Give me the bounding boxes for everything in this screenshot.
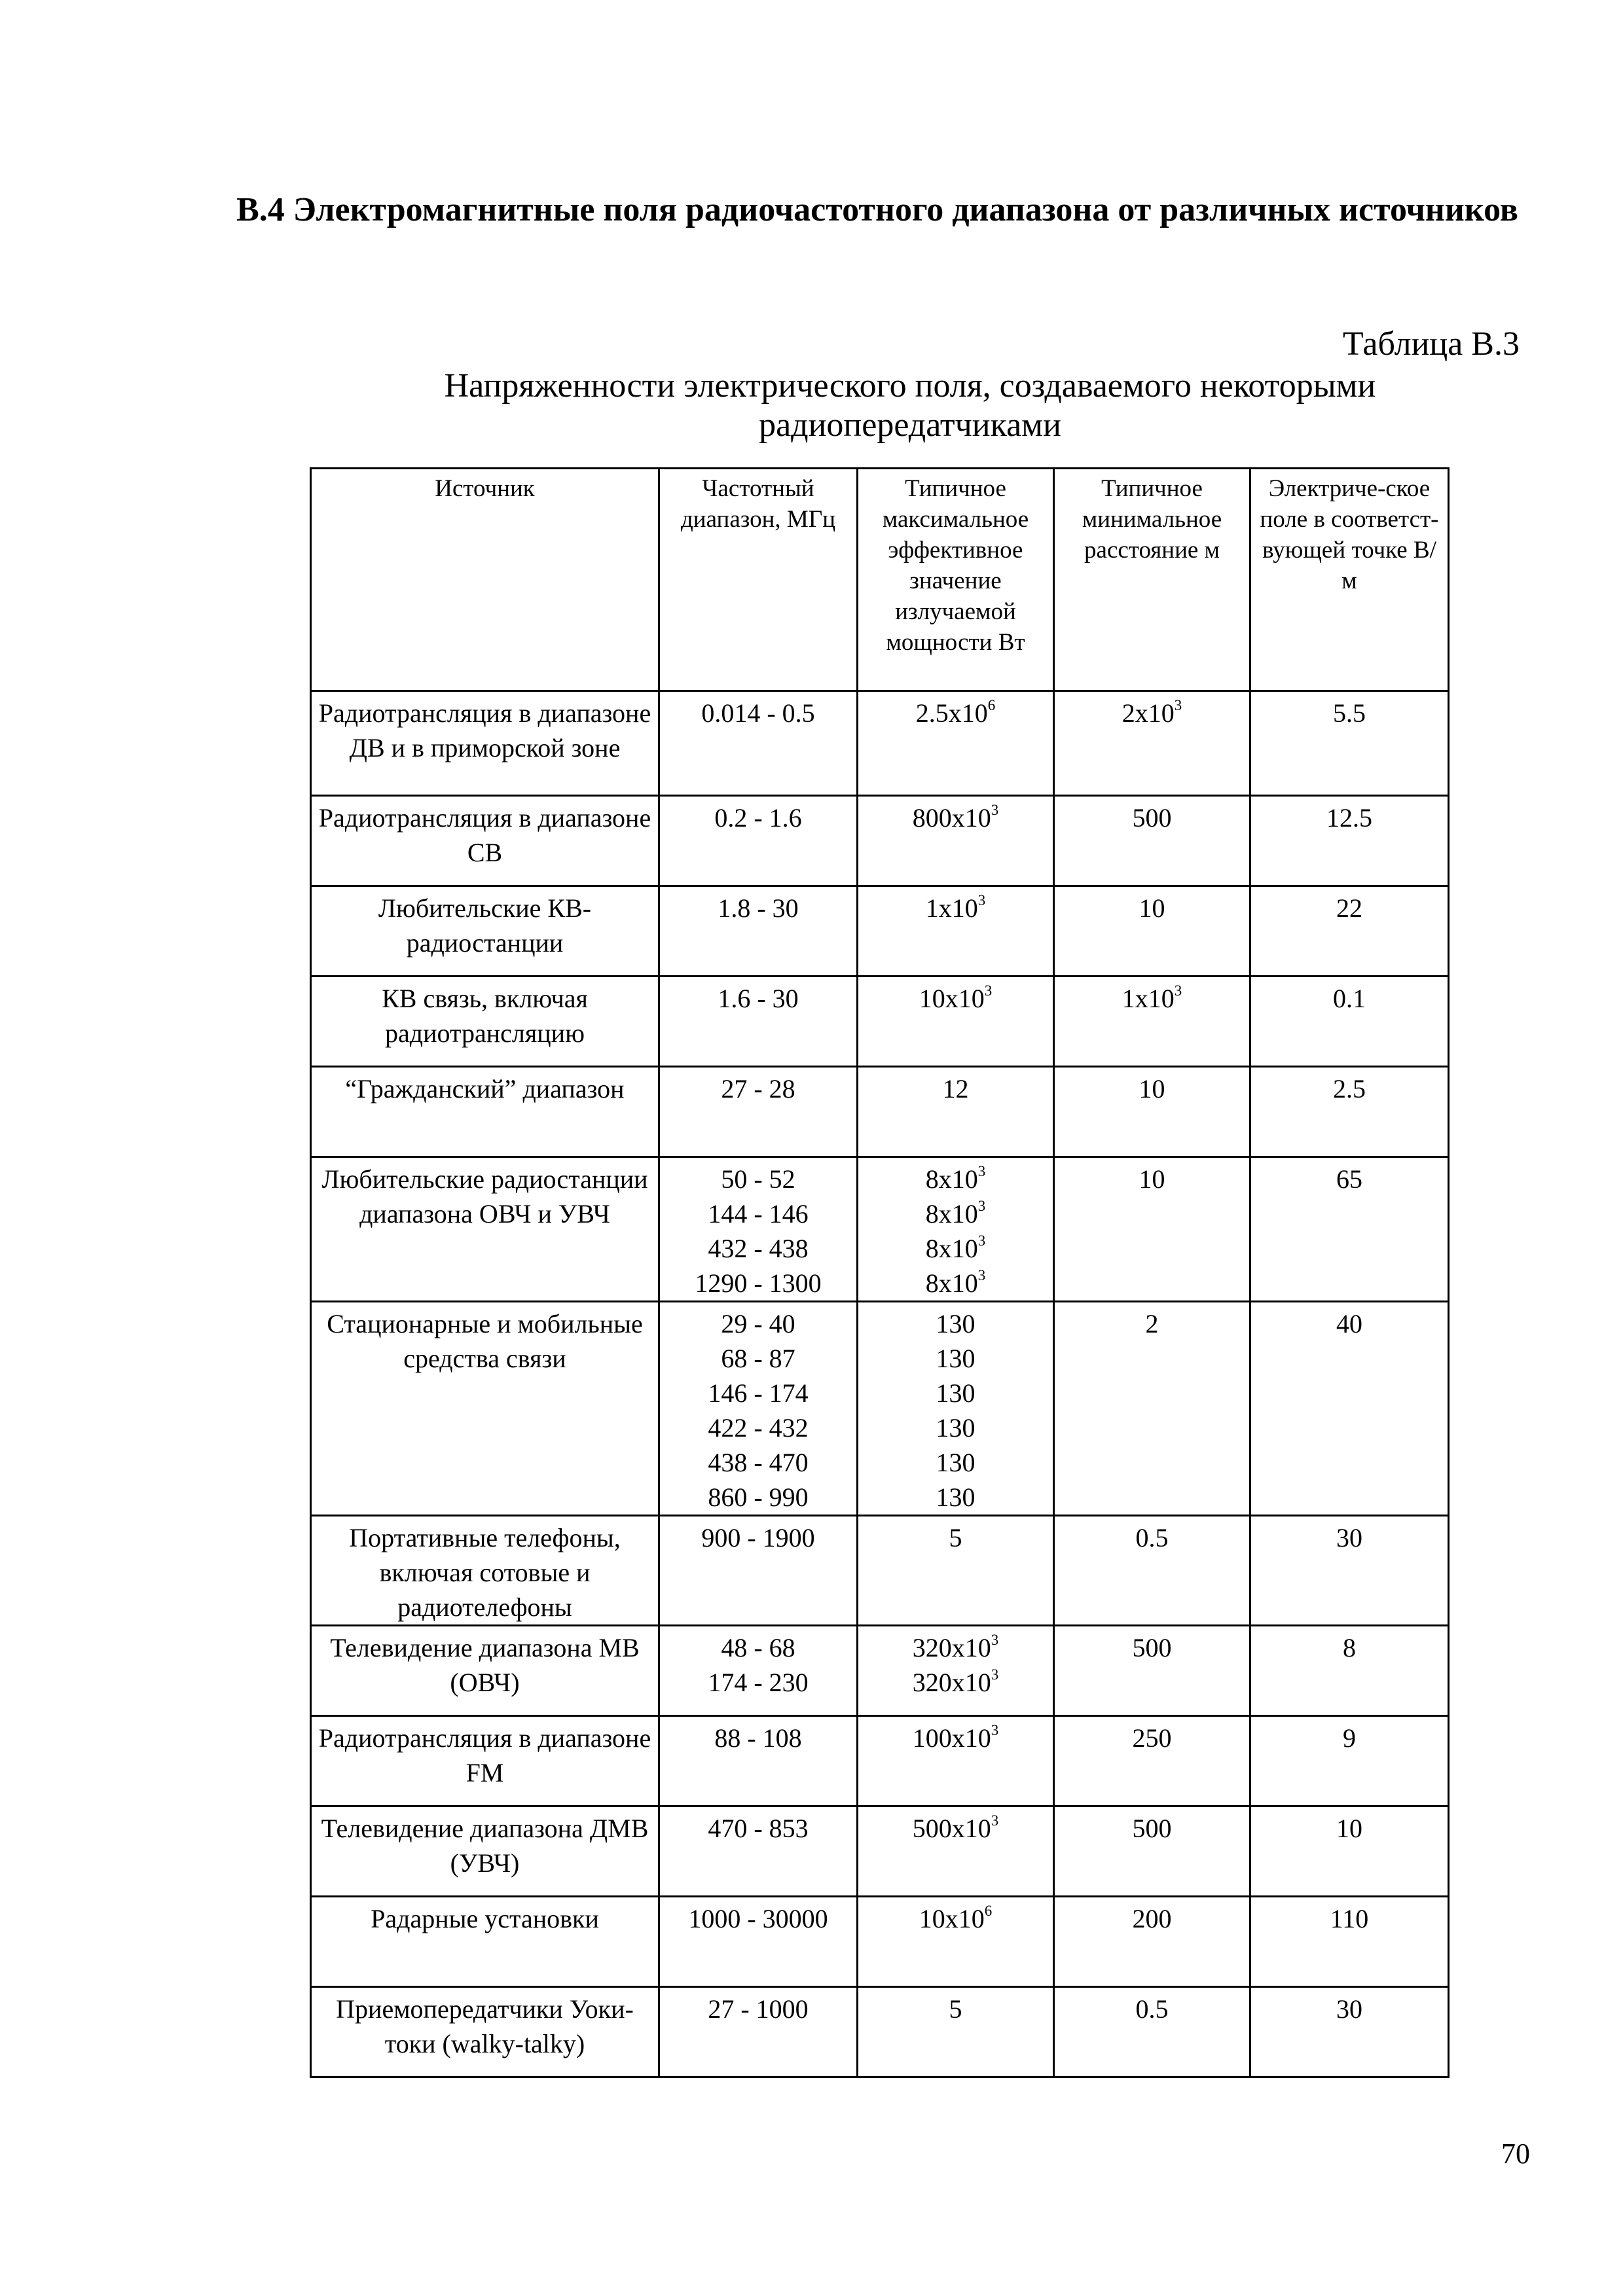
table-row xyxy=(311,1067,1449,1157)
cell-source: Любительские радиостанции диапазона ОВЧ и УВЧ xyxy=(311,1157,659,1302)
cell-frequency xyxy=(659,977,858,1067)
cell-frequency-value: 146 - 174 xyxy=(708,1378,809,1408)
header-field: Электриче-ское поле в соответст-вующей точке В/м xyxy=(1250,469,1449,691)
cell-power-value: $8x10^3$ xyxy=(925,1232,986,1263)
cell-frequency xyxy=(659,1626,858,1716)
cell-frequency xyxy=(659,1806,858,1897)
cell-distance-value: 10 xyxy=(1139,1164,1165,1194)
cell-frequency-value: 50 - 52 xyxy=(721,1164,795,1194)
section-title: В.4 Электромагнитные поля радиочастотного диапазона от различных источников xyxy=(236,191,1518,228)
cell-distance xyxy=(1054,886,1250,977)
cell-frequency-value: 900 - 1900 xyxy=(701,1523,815,1552)
cell-field: 30 xyxy=(1250,1516,1449,1626)
cell-frequency-value: 422 - 432 xyxy=(708,1413,809,1443)
cell-distance-value: 200 xyxy=(1132,1904,1172,1933)
table-number: Таблица В.3 xyxy=(1342,325,1520,363)
exponent: 3 xyxy=(977,1266,986,1283)
cell-power-value: $2.5x10^6$ xyxy=(915,696,996,728)
cell-power-value: $800x10^3$ xyxy=(912,801,999,833)
cell-frequency-value: 860 - 990 xyxy=(708,1482,809,1512)
cell-field: 5.5 xyxy=(1250,691,1449,796)
cell-distance xyxy=(1054,977,1250,1067)
table-row xyxy=(311,1806,1449,1897)
exponent: 3 xyxy=(991,1666,999,1683)
cell-frequency-value: 438 - 470 xyxy=(708,1448,809,1477)
cell-frequency-value: 48 - 68 xyxy=(721,1633,795,1662)
exponent: 3 xyxy=(991,1721,999,1738)
cell-power-value: 12 xyxy=(942,1074,969,1103)
cell-distance-value: 500 xyxy=(1132,1814,1172,1843)
cell-power xyxy=(858,1516,1054,1626)
table-row xyxy=(311,1897,1449,1987)
exponent: 3 xyxy=(1174,982,1182,999)
cell-source: “Гражданский” диапазон xyxy=(311,1067,659,1157)
cell-field: 40 xyxy=(1250,1302,1449,1516)
exponent: 6 xyxy=(984,1902,993,1919)
cell-field: 110 xyxy=(1250,1897,1449,1987)
cell-field: 2.5 xyxy=(1250,1067,1449,1157)
table-row xyxy=(311,886,1449,977)
cell-power xyxy=(858,1302,1054,1516)
header-distance: Типичное минимальное расстояние м xyxy=(1054,469,1250,691)
table-row xyxy=(311,1157,1449,1302)
cell-power-value: 5 xyxy=(949,1523,962,1552)
cell-field: 22 xyxy=(1250,886,1449,977)
cell-distance-value: 250 xyxy=(1132,1723,1172,1753)
header-power: Типичное максимальное эффективное значение излучаемой мощности Вт xyxy=(858,469,1054,691)
cell-distance-value: 2 xyxy=(1145,1309,1159,1338)
cell-distance xyxy=(1054,1716,1250,1806)
cell-power xyxy=(858,691,1054,796)
cell-power xyxy=(858,1987,1054,2077)
cell-field: 65 xyxy=(1250,1157,1449,1302)
cell-power xyxy=(858,977,1054,1067)
table-row xyxy=(311,796,1449,886)
cell-distance xyxy=(1054,1516,1250,1626)
exponent: 3 xyxy=(977,1162,986,1179)
cell-distance xyxy=(1054,691,1250,796)
cell-frequency-value: 0.014 - 0.5 xyxy=(701,698,815,728)
exponent: 6 xyxy=(987,696,996,713)
cell-power-value: $8x10^3$ xyxy=(925,1162,986,1194)
exponent: 3 xyxy=(991,1631,999,1648)
cell-frequency-value: 88 - 108 xyxy=(714,1723,802,1753)
exponent: 3 xyxy=(991,1812,999,1829)
cell-source: Портативные телефоны, включая сотовые и радиотелефоны xyxy=(311,1516,659,1626)
exponent: 3 xyxy=(991,801,999,818)
cell-source: Телевидение диапазона МВ (ОВЧ) xyxy=(311,1626,659,1716)
cell-frequency xyxy=(659,1516,858,1626)
cell-distance xyxy=(1054,1157,1250,1302)
cell-frequency-value: 174 - 230 xyxy=(708,1668,809,1697)
cell-frequency xyxy=(659,1987,858,2077)
cell-distance-value: 500 xyxy=(1132,803,1172,833)
cell-source: Любительские КВ-радиостанции xyxy=(311,886,659,977)
cell-power-value: $1x10^3$ xyxy=(925,891,986,923)
table-row xyxy=(311,1987,1449,2077)
cell-distance xyxy=(1054,1987,1250,2077)
cell-distance xyxy=(1054,1067,1250,1157)
exponent: 3 xyxy=(1174,696,1182,713)
cell-frequency-value: 470 - 853 xyxy=(708,1814,809,1843)
cell-power xyxy=(858,796,1054,886)
cell-power-value: 130 xyxy=(936,1448,976,1477)
cell-distance-value: 500 xyxy=(1132,1633,1172,1662)
cell-distance-value: 0.5 xyxy=(1135,1523,1169,1552)
exponent: 3 xyxy=(977,1197,986,1214)
header-source: Источник xyxy=(311,469,659,691)
cell-frequency-value: 1000 - 30000 xyxy=(688,1904,828,1933)
cell-frequency xyxy=(659,1067,858,1157)
cell-power xyxy=(858,1897,1054,1987)
exponent: 3 xyxy=(984,982,993,999)
cell-power-value: 5 xyxy=(949,1994,962,2024)
cell-distance-value: 10 xyxy=(1139,1074,1165,1103)
cell-frequency-value: 1.8 - 30 xyxy=(718,893,799,923)
cell-frequency-value: 1290 - 1300 xyxy=(695,1268,822,1298)
cell-frequency-value: 68 - 87 xyxy=(721,1344,795,1373)
cell-distance xyxy=(1054,1626,1250,1716)
cell-source: Телевидение диапазона ДМВ (УВЧ) xyxy=(311,1806,659,1897)
cell-power xyxy=(858,1157,1054,1302)
cell-field: 0.1 xyxy=(1250,977,1449,1067)
cell-power-value: $500x10^3$ xyxy=(912,1812,999,1843)
table-row xyxy=(311,1302,1449,1516)
cell-frequency-value: 144 - 146 xyxy=(708,1199,809,1229)
cell-frequency xyxy=(659,886,858,977)
cell-frequency-value: 29 - 40 xyxy=(721,1309,795,1338)
cell-power xyxy=(858,1806,1054,1897)
page-number: 70 xyxy=(1501,2138,1530,2170)
cell-frequency-value: 1.6 - 30 xyxy=(718,984,799,1013)
cell-frequency-value: 0.2 - 1.6 xyxy=(714,803,802,833)
cell-power-value: $320x10^3$ xyxy=(912,1631,999,1662)
cell-source: Радарные установки xyxy=(311,1897,659,1987)
emf-table xyxy=(310,467,1450,2078)
cell-frequency-value: 27 - 1000 xyxy=(708,1994,809,2024)
cell-distance xyxy=(1054,1302,1250,1516)
cell-power-value: $320x10^3$ xyxy=(912,1666,999,1697)
cell-power-value: 130 xyxy=(936,1309,976,1338)
cell-field: 10 xyxy=(1250,1806,1449,1897)
cell-frequency-value: 27 - 28 xyxy=(721,1074,795,1103)
cell-frequency xyxy=(659,691,858,796)
cell-power-value: $10x10^3$ xyxy=(919,982,993,1013)
cell-field: 30 xyxy=(1250,1987,1449,2077)
cell-power xyxy=(858,1067,1054,1157)
cell-power-value: 130 xyxy=(936,1378,976,1408)
table-row xyxy=(311,1516,1449,1626)
cell-power xyxy=(858,886,1054,977)
cell-power-value: $100x10^3$ xyxy=(912,1721,999,1753)
cell-source: Радиотрансляция в диапазоне СВ xyxy=(311,796,659,886)
table-header-row xyxy=(311,469,1449,691)
cell-source: Радиотрансляция в диапазоне FM xyxy=(311,1716,659,1806)
table-row xyxy=(311,1626,1449,1716)
cell-power-value: $10x10^6$ xyxy=(919,1902,993,1933)
cell-frequency xyxy=(659,1302,858,1516)
cell-power-value: $8x10^3$ xyxy=(925,1266,986,1298)
table-caption: Напряженности электрического поля, создаваемого некоторыми радиопередатчиками xyxy=(444,367,1376,444)
header-frequency: Частотный диапазон, МГц xyxy=(659,469,858,691)
cell-power-value: $8x10^3$ xyxy=(925,1197,986,1229)
cell-distance-value: $1x10^3$ xyxy=(1122,982,1182,1013)
cell-field: 9 xyxy=(1250,1716,1449,1806)
table-row xyxy=(311,977,1449,1067)
cell-distance-value: $2x10^3$ xyxy=(1122,696,1182,728)
cell-power-value: 130 xyxy=(936,1482,976,1512)
cell-frequency-value: 432 - 438 xyxy=(708,1234,809,1263)
cell-frequency xyxy=(659,1897,858,1987)
table-body xyxy=(311,691,1449,2077)
cell-distance xyxy=(1054,1806,1250,1897)
cell-distance xyxy=(1054,796,1250,886)
cell-power xyxy=(858,1716,1054,1806)
cell-distance-value: 0.5 xyxy=(1135,1994,1169,2024)
exponent: 3 xyxy=(977,891,986,908)
cell-source: Радиотрансляция в диапазоне ДВ и в приморской зоне xyxy=(311,691,659,796)
cell-power-value: 130 xyxy=(936,1413,976,1443)
cell-frequency xyxy=(659,1157,858,1302)
cell-field: 8 xyxy=(1250,1626,1449,1716)
cell-frequency xyxy=(659,1716,858,1806)
table-row xyxy=(311,1716,1449,1806)
cell-distance xyxy=(1054,1897,1250,1987)
cell-power-value: 130 xyxy=(936,1344,976,1373)
cell-distance-value: 10 xyxy=(1139,893,1165,923)
cell-field: 12.5 xyxy=(1250,796,1449,886)
cell-frequency xyxy=(659,796,858,886)
exponent: 3 xyxy=(977,1232,986,1249)
cell-source: КВ связь, включая радиотрансляцию xyxy=(311,977,659,1067)
cell-source: Стационарные и мобильные средства связи xyxy=(311,1302,659,1516)
cell-source: Приемопередатчики Уоки-токи (walky-talky) xyxy=(311,1987,659,2077)
cell-power xyxy=(858,1626,1054,1716)
table-row xyxy=(311,691,1449,796)
